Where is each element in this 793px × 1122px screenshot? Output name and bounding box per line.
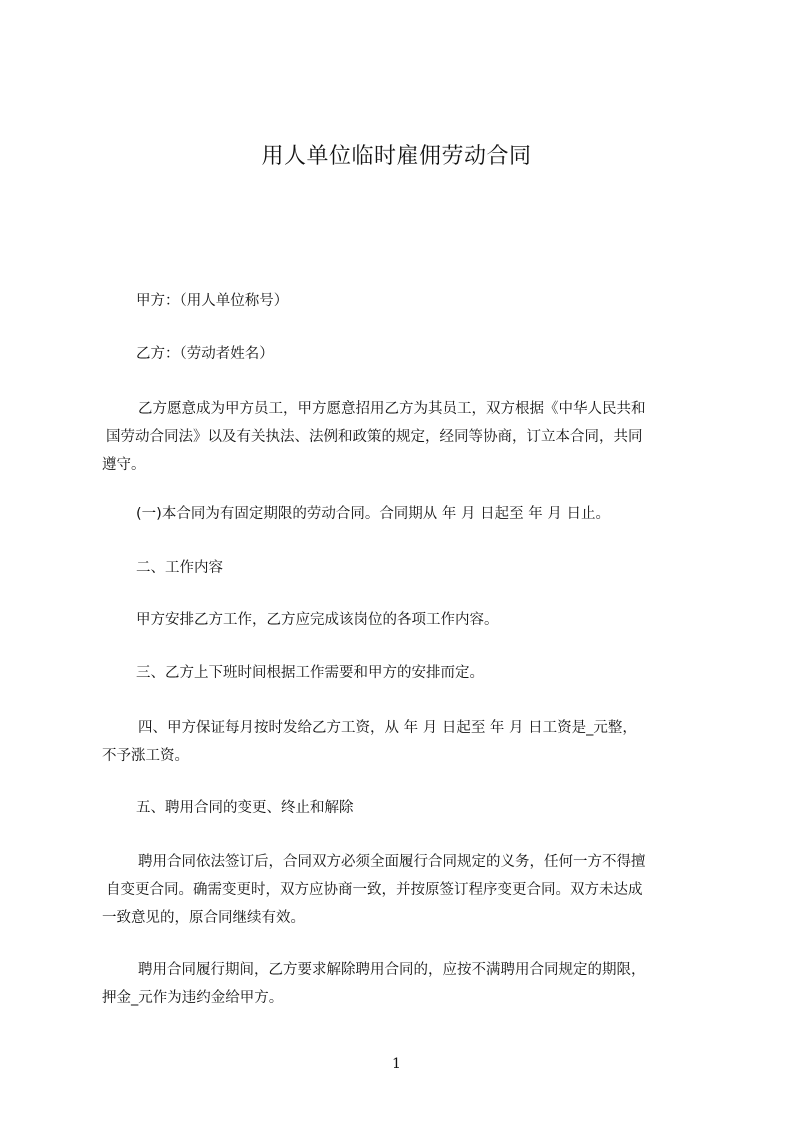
clause-work-assignment xyxy=(136,606,736,634)
clause-term xyxy=(136,500,736,528)
clause-contract-change xyxy=(102,848,702,932)
text-line: 乙方愿意成为甲方员工，甲方愿意招用乙方为其员工，双方根据《中华人民共和 xyxy=(138,401,646,417)
text-line: 一致意见的，原合同继续有效。 xyxy=(102,910,305,926)
party-b-line xyxy=(136,340,736,368)
text-line: 乙方：（劳动者姓名） xyxy=(136,346,274,362)
text-line: 五、聘用合同的变更、终止和解除 xyxy=(136,800,354,816)
page-number: 1 xyxy=(392,1056,401,1072)
text-line: 不予涨工资。 xyxy=(102,748,189,764)
party-a-line xyxy=(136,287,736,315)
text-line: 国劳动合同法》以及有关执法、法例和政策的规定，经同等协商，订立本合同，共同 xyxy=(106,429,643,445)
section-heading-changes xyxy=(136,794,736,822)
clause-contract-termination xyxy=(102,956,702,1012)
text-line: 四、甲方保证每月按时发给乙方工资，从 年 月 日起至 年 月 日工资是_元整， xyxy=(138,720,637,736)
clause-wages xyxy=(102,714,702,770)
text-line: 押金_元作为违约金给甲方。 xyxy=(102,990,284,1006)
text-line: 聘用合同履行期间，乙方要求解除聘用合同的，应按不满聘用合同规定的期限， xyxy=(138,962,646,978)
text-line: 二、工作内容 xyxy=(136,560,223,576)
text-line: 聘用合同依法签订后，合同双方必须全面履行合同规定的义务，任何一方不得擅 xyxy=(138,854,646,870)
section-heading-work-content xyxy=(136,554,736,582)
text-line: 甲方：（用人单位称号） xyxy=(136,293,289,309)
preamble-paragraph xyxy=(102,395,702,479)
text-line: 自变更合同。确需变更时，双方应协商一致，并按原签订程序变更合同。双方未达成 xyxy=(106,882,643,898)
text-line: 三、乙方上下班时间根据工作需要和甲方的安排而定。 xyxy=(136,665,484,681)
text-line: (一)本合同为有固定期限的劳动合同。合同期从 年 月 日起至 年 月 日止。 xyxy=(136,506,610,522)
text-line: 遵守。 xyxy=(102,457,146,473)
text-line: 甲方安排乙方工作，乙方应完成该岗位的各项工作内容。 xyxy=(136,612,499,628)
clause-working-hours xyxy=(136,659,736,687)
document-title: 用人单位临时雇佣劳动合同 xyxy=(261,144,532,169)
